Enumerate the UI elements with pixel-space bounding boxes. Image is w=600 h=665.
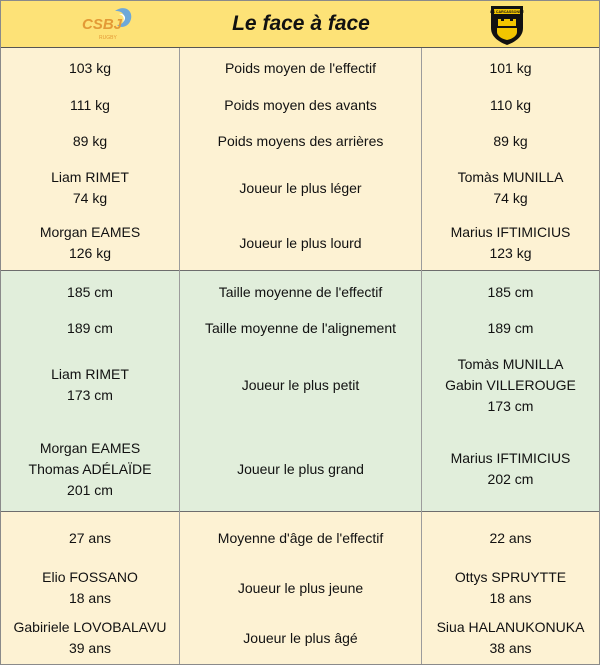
table-row — [1, 48, 599, 88]
height-section — [1, 271, 599, 512]
table-row — [1, 343, 599, 427]
left-value: 185 cm — [67, 283, 113, 300]
right-value: Tomàs MUNILLA 74 kg — [457, 169, 564, 206]
left-value: 189 cm — [67, 319, 113, 336]
table-row — [1, 271, 599, 313]
column-divider — [421, 48, 422, 664]
stat-label: Joueur le plus âgé — [243, 629, 358, 646]
svg-text:CSBJ: CSBJ — [82, 16, 123, 33]
table-row — [1, 216, 599, 270]
age-section — [1, 512, 599, 664]
table-row — [1, 160, 599, 216]
stat-label: Moyenne d'âge de l'effectif — [217, 529, 384, 546]
stat-label: Joueur le plus léger — [239, 179, 362, 196]
left-value: 111 kg — [70, 96, 110, 113]
right-value: Marius IFTIMICIUS 123 kg — [450, 224, 571, 261]
stat-label: Taille moyenne de l'effectif — [218, 283, 383, 300]
csbj-logo — [79, 5, 135, 43]
right-value: 185 cm — [487, 283, 534, 300]
stat-label: Joueur le plus grand — [237, 460, 364, 477]
header-bar — [1, 1, 599, 48]
stat-label: Poids moyen de l'effectif — [224, 59, 377, 76]
column-divider — [179, 48, 180, 664]
right-value: Ottys SPRUYTTE 18 ans — [454, 569, 567, 606]
left-value: 103 kg — [68, 59, 112, 76]
left-value: 89 kg — [72, 132, 108, 149]
left-value: Gabiriele LOVOBALAVU 39 ans — [13, 619, 167, 656]
left-value: Liam RIMET 173 cm — [51, 366, 129, 403]
right-value: 22 ans — [489, 529, 532, 546]
left-value: 27 ans — [68, 529, 112, 546]
table-row — [1, 313, 599, 343]
stat-label: Joueur le plus jeune — [237, 579, 364, 596]
stat-label: Taille moyenne de l'alignement — [204, 319, 396, 336]
right-value: 110 kg — [490, 96, 531, 113]
table-row — [1, 612, 599, 664]
right-value: Marius IFTIMICIUS 202 cm — [450, 450, 571, 487]
left-value: Morgan EAMES Thomas ADÉLAÏDE 201 cm — [28, 439, 152, 498]
table-row — [1, 122, 599, 160]
table-row — [1, 88, 599, 122]
page-title: Le face à face — [232, 12, 370, 35]
stat-label: Poids moyen des avants — [224, 96, 377, 113]
table-row — [1, 564, 599, 612]
weight-section — [1, 48, 599, 271]
stat-label: Joueur le plus petit — [241, 376, 360, 393]
right-value: 89 kg — [493, 132, 528, 149]
right-value: 101 kg — [489, 59, 532, 76]
table-row — [1, 427, 599, 511]
stat-label: Poids moyens des arrières — [217, 132, 384, 149]
right-value: 189 cm — [487, 319, 534, 336]
left-value: Liam RIMET 74 kg — [51, 169, 129, 206]
stat-label: Joueur le plus lourd — [239, 234, 362, 251]
svg-text:US CARCASSONNE: US CARCASSONNE — [489, 10, 525, 15]
left-value: Morgan EAMES 126 kg — [39, 224, 141, 261]
table-row — [1, 512, 599, 564]
left-value: Elio FOSSANO 18 ans — [42, 569, 138, 606]
carcassonne-logo — [487, 4, 527, 46]
right-value: Tomàs MUNILLA Gabin VILLEROUGE 173 cm — [445, 355, 576, 414]
svg-text:RUGBY: RUGBY — [99, 35, 117, 41]
right-value: Siua HALANUKONUKA 38 ans — [436, 619, 585, 656]
